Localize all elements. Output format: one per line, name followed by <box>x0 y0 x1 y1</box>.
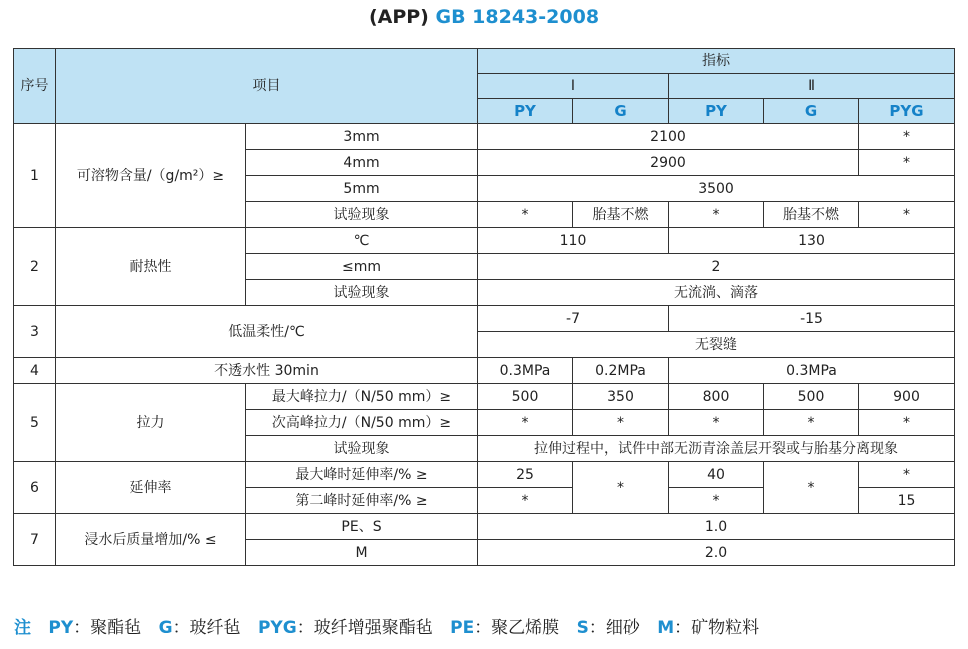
row-number: 2 <box>14 228 56 306</box>
table-row <box>14 358 955 384</box>
table-row <box>14 228 955 254</box>
cell-value: 15 <box>859 488 955 514</box>
row-item: 低温柔性/℃ <box>56 306 478 358</box>
row-subitem: PE、S <box>246 514 478 540</box>
cell-value: * <box>859 410 955 436</box>
row-item: 延伸率 <box>56 462 246 514</box>
header-row-1 <box>14 49 955 74</box>
cell-value: 40 <box>669 462 764 488</box>
table-row <box>14 514 955 540</box>
row-subitem: 4mm <box>246 150 478 176</box>
cell-value: * <box>669 410 764 436</box>
header-grade-1: Ⅰ <box>478 74 669 99</box>
cell-value: 2 <box>478 254 955 280</box>
cell-value: 0.2MPa <box>573 358 669 384</box>
row-number: 6 <box>14 462 56 514</box>
row-item: 耐热性 <box>56 228 246 306</box>
cell-value: * <box>669 202 764 228</box>
row-subitem: 3mm <box>246 124 478 150</box>
note-key: PY <box>48 618 74 638</box>
row-item: 不透水性 30min <box>56 358 478 384</box>
table-row <box>14 306 955 332</box>
title-prefix: (APP) <box>368 6 436 28</box>
cell-value: * <box>573 462 669 514</box>
title-standard: GB 18243-2008 <box>435 6 600 28</box>
row-subitem: ≤mm <box>246 254 478 280</box>
cell-value: * <box>478 202 573 228</box>
cell-value: 2.0 <box>478 540 955 566</box>
note-label: 注 <box>14 618 31 638</box>
table-row <box>14 384 955 410</box>
cell-value: * <box>573 410 669 436</box>
cell-value: * <box>669 488 764 514</box>
note-value: ：细砂 <box>588 618 640 638</box>
legend-note <box>14 614 759 642</box>
header-g-2: G <box>764 99 859 124</box>
row-number: 5 <box>14 384 56 462</box>
note-value: ：聚酯毡 <box>73 618 142 638</box>
cell-value: * <box>764 462 859 514</box>
cell-value: 0.3MPa <box>478 358 573 384</box>
cell-value: * <box>478 488 573 514</box>
cell-value: 0.3MPa <box>669 358 955 384</box>
note-value: ：玻纤增强聚酯毡 <box>296 618 433 638</box>
header-seq: 序号 <box>14 49 56 124</box>
cell-value: * <box>859 202 955 228</box>
row-subitem: 试验现象 <box>246 280 478 306</box>
cell-value: * <box>859 462 955 488</box>
row-subitem: ℃ <box>246 228 478 254</box>
row-number: 7 <box>14 514 56 566</box>
row-subitem: 次高峰拉力/（N/50 mm）≥ <box>246 410 478 436</box>
note-key: S <box>576 618 589 638</box>
row-number: 3 <box>14 306 56 358</box>
row-subitem: 试验现象 <box>246 202 478 228</box>
row-number: 1 <box>14 124 56 228</box>
row-subitem: 第二峰时延伸率/% ≥ <box>246 488 478 514</box>
cell-value: 1.0 <box>478 514 955 540</box>
row-subitem: 5mm <box>246 176 478 202</box>
cell-value: 800 <box>669 384 764 410</box>
row-number: 4 <box>14 358 56 384</box>
header-py-1: PY <box>478 99 573 124</box>
spec-table <box>13 48 955 566</box>
note-value: ：聚乙烯膜 <box>474 618 560 638</box>
cell-value: * <box>859 124 955 150</box>
table-row <box>14 462 955 488</box>
cell-value: 500 <box>478 384 573 410</box>
cell-value: 500 <box>764 384 859 410</box>
cell-value: -15 <box>669 306 955 332</box>
header-py-2: PY <box>669 99 764 124</box>
page-title <box>0 4 968 30</box>
cell-value: 25 <box>478 462 573 488</box>
cell-value: 无流淌、滴落 <box>478 280 955 306</box>
cell-value: 130 <box>669 228 955 254</box>
note-key: PYG <box>257 618 297 638</box>
cell-value: 无裂缝 <box>478 332 955 358</box>
note-key: PE <box>450 618 475 638</box>
header-item: 项目 <box>56 49 478 124</box>
cell-value: * <box>764 410 859 436</box>
note-value: ：玻纤毡 <box>172 618 241 638</box>
header-pyg: PYG <box>859 99 955 124</box>
cell-value: 胎基不燃 <box>764 202 859 228</box>
cell-value: * <box>859 150 955 176</box>
cell-value: 3500 <box>478 176 955 202</box>
cell-value: 350 <box>573 384 669 410</box>
cell-value: 2900 <box>478 150 859 176</box>
row-subitem: M <box>246 540 478 566</box>
cell-value: * <box>478 410 573 436</box>
cell-value: 900 <box>859 384 955 410</box>
cell-value: 拉伸过程中，试件中部无沥青涂盖层开裂或与胎基分离现象 <box>478 436 955 462</box>
cell-value: 胎基不燃 <box>573 202 669 228</box>
row-item: 拉力 <box>56 384 246 462</box>
note-value: ：矿物粒料 <box>674 618 760 638</box>
row-item: 可溶物含量/（g/m²）≥ <box>56 124 246 228</box>
row-subitem: 最大峰拉力/（N/50 mm）≥ <box>246 384 478 410</box>
header-g-1: G <box>573 99 669 124</box>
row-subitem: 试验现象 <box>246 436 478 462</box>
note-key: G <box>158 618 173 638</box>
cell-value: 110 <box>478 228 669 254</box>
row-item: 浸水后质量增加/% ≤ <box>56 514 246 566</box>
note-key: M <box>657 618 675 638</box>
row-subitem: 最大峰时延伸率/% ≥ <box>246 462 478 488</box>
cell-value: 2100 <box>478 124 859 150</box>
table-row <box>14 124 955 150</box>
header-indicator: 指标 <box>478 49 955 74</box>
header-grade-2: Ⅱ <box>669 74 955 99</box>
cell-value: -7 <box>478 306 669 332</box>
